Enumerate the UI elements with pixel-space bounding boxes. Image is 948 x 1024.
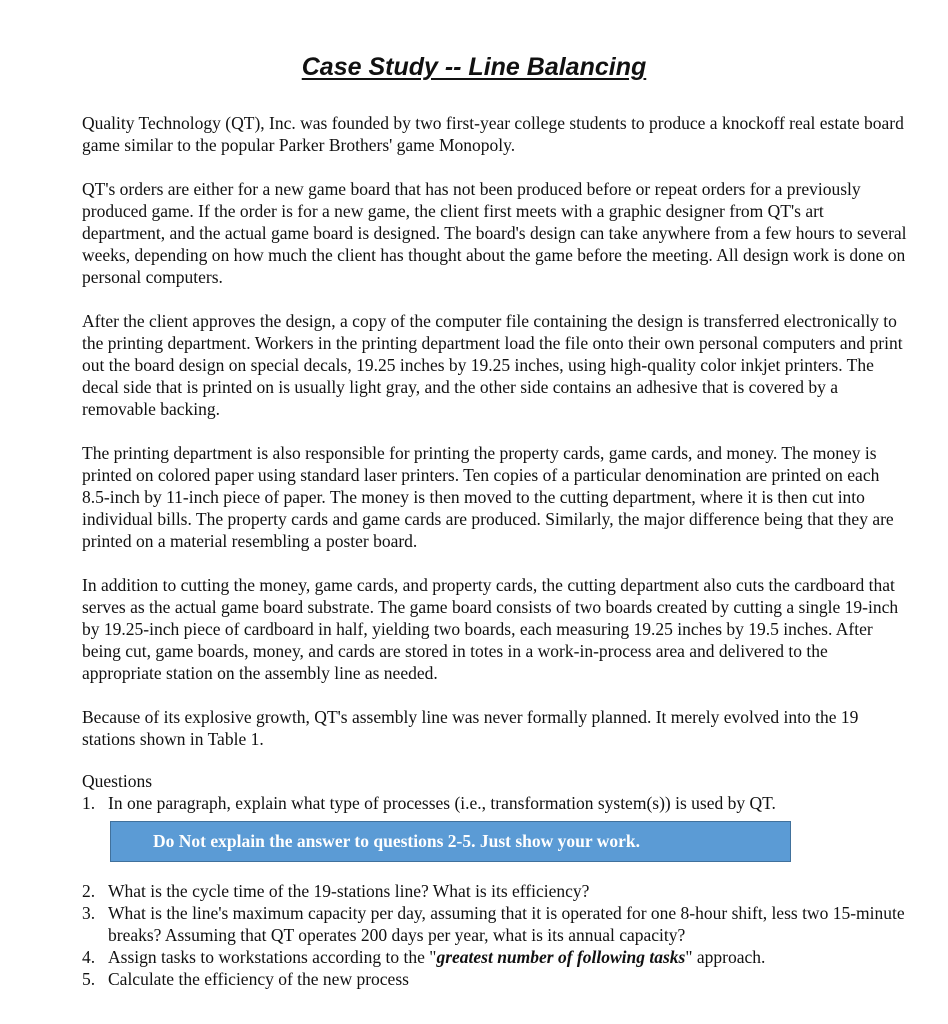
paragraph-orders: QT's orders are either for a new game board that has not been produced before or repeat orders for a previously produced game. If the order is for a new game, the client first meets with a graphic designer from QT's art department, and the actual game board is designed. The board's design can take anywhere from a few hours to several weeks, depending on how much the client has thought about the game before the meeting. All design work is done on personal computers.: [82, 179, 907, 287]
paragraph-printing: After the client approves the design, a copy of the computer file containing the design is transferred electronically to the printing department. Workers in the printing department load the file onto their own personal computers and print out the board design on special decals, 19.25 inches by 19.25 inches, using high-quality color inkjet printers. The decal side that is printed on is usually light gray, and the other side contains an adhesive that is covered by a removable backing.: [82, 311, 903, 419]
question-number: 2.: [82, 881, 96, 901]
instruction-banner: Do Not explain the answer to questions 2-5. Just show your work.: [110, 821, 791, 862]
question-item: [82, 902, 910, 946]
question-number: 3.: [82, 903, 96, 923]
question-number: 5.: [82, 969, 96, 989]
question-item: [82, 946, 910, 968]
paragraph-intro: Quality Technology (QT), Inc. was founded by two first-year college students to produce a knockoff real estate board game similar to the popular Parker Brothers' game Monopoly.: [82, 113, 904, 155]
question-item: [82, 968, 910, 990]
question-text-end: " approach.: [685, 947, 766, 967]
page-title: Case Study -- Line Balancing: [301, 53, 647, 81]
question-text: What is the cycle time of the 19-stations line? What is its efficiency?: [108, 881, 590, 901]
question-number: 1.: [82, 793, 96, 813]
question-text: Calculate the efficiency of the new process: [108, 969, 409, 989]
paragraph-cutting: In addition to cutting the money, game cards, and property cards, the cutting department also cuts the cardboard that serves as the actual game board substrate. The game board consists of two boards created by cutting a single 19-inch by 19.25-inch piece of cardboard in half, yielding two boards, each measuring 19.25 inches by 19.5 inches. After being cut, game boards, money, and cards are stored in totes in a work-in-process area and delivered to the appropriate station on the assembly line as needed.: [82, 575, 899, 683]
questions-heading: Questions: [82, 771, 152, 791]
question-emphasis: greatest number of following tasks: [436, 947, 686, 967]
question-item: [82, 792, 910, 814]
question-text-start: Assign tasks to workstations according to the ": [108, 947, 437, 967]
question-item: [82, 880, 910, 902]
paragraph-growth: Because of its explosive growth, QT's assembly line was never formally planned. It merely evolved into the 19 stations shown in Table 1.: [82, 707, 859, 749]
question-text: What is the line's maximum capacity per day, assuming that it is operated for one 8-hour shift, less two 15-minute breaks? Assuming that QT operates 200 days per year, what is its annual capacity?: [108, 903, 905, 945]
question-text: In one paragraph, explain what type of processes (i.e., transformation system(s)) is used by QT.: [108, 793, 776, 813]
paragraph-money: The printing department is also responsible for printing the property cards, game cards, and money. The money is printed on colored paper using standard laser printers. Ten copies of a particular denomination are printed on each 8.5-inch by 11-inch piece of paper. The money is then moved to the cutting department, where it is then cut into individual bills. The property cards and game cards are produced. Similarly, the major difference being that they are printed on a material resembling a poster board.: [82, 443, 894, 551]
question-number: 4.: [82, 947, 96, 967]
question-list-2: [82, 880, 910, 990]
question-list-1: [82, 792, 910, 814]
